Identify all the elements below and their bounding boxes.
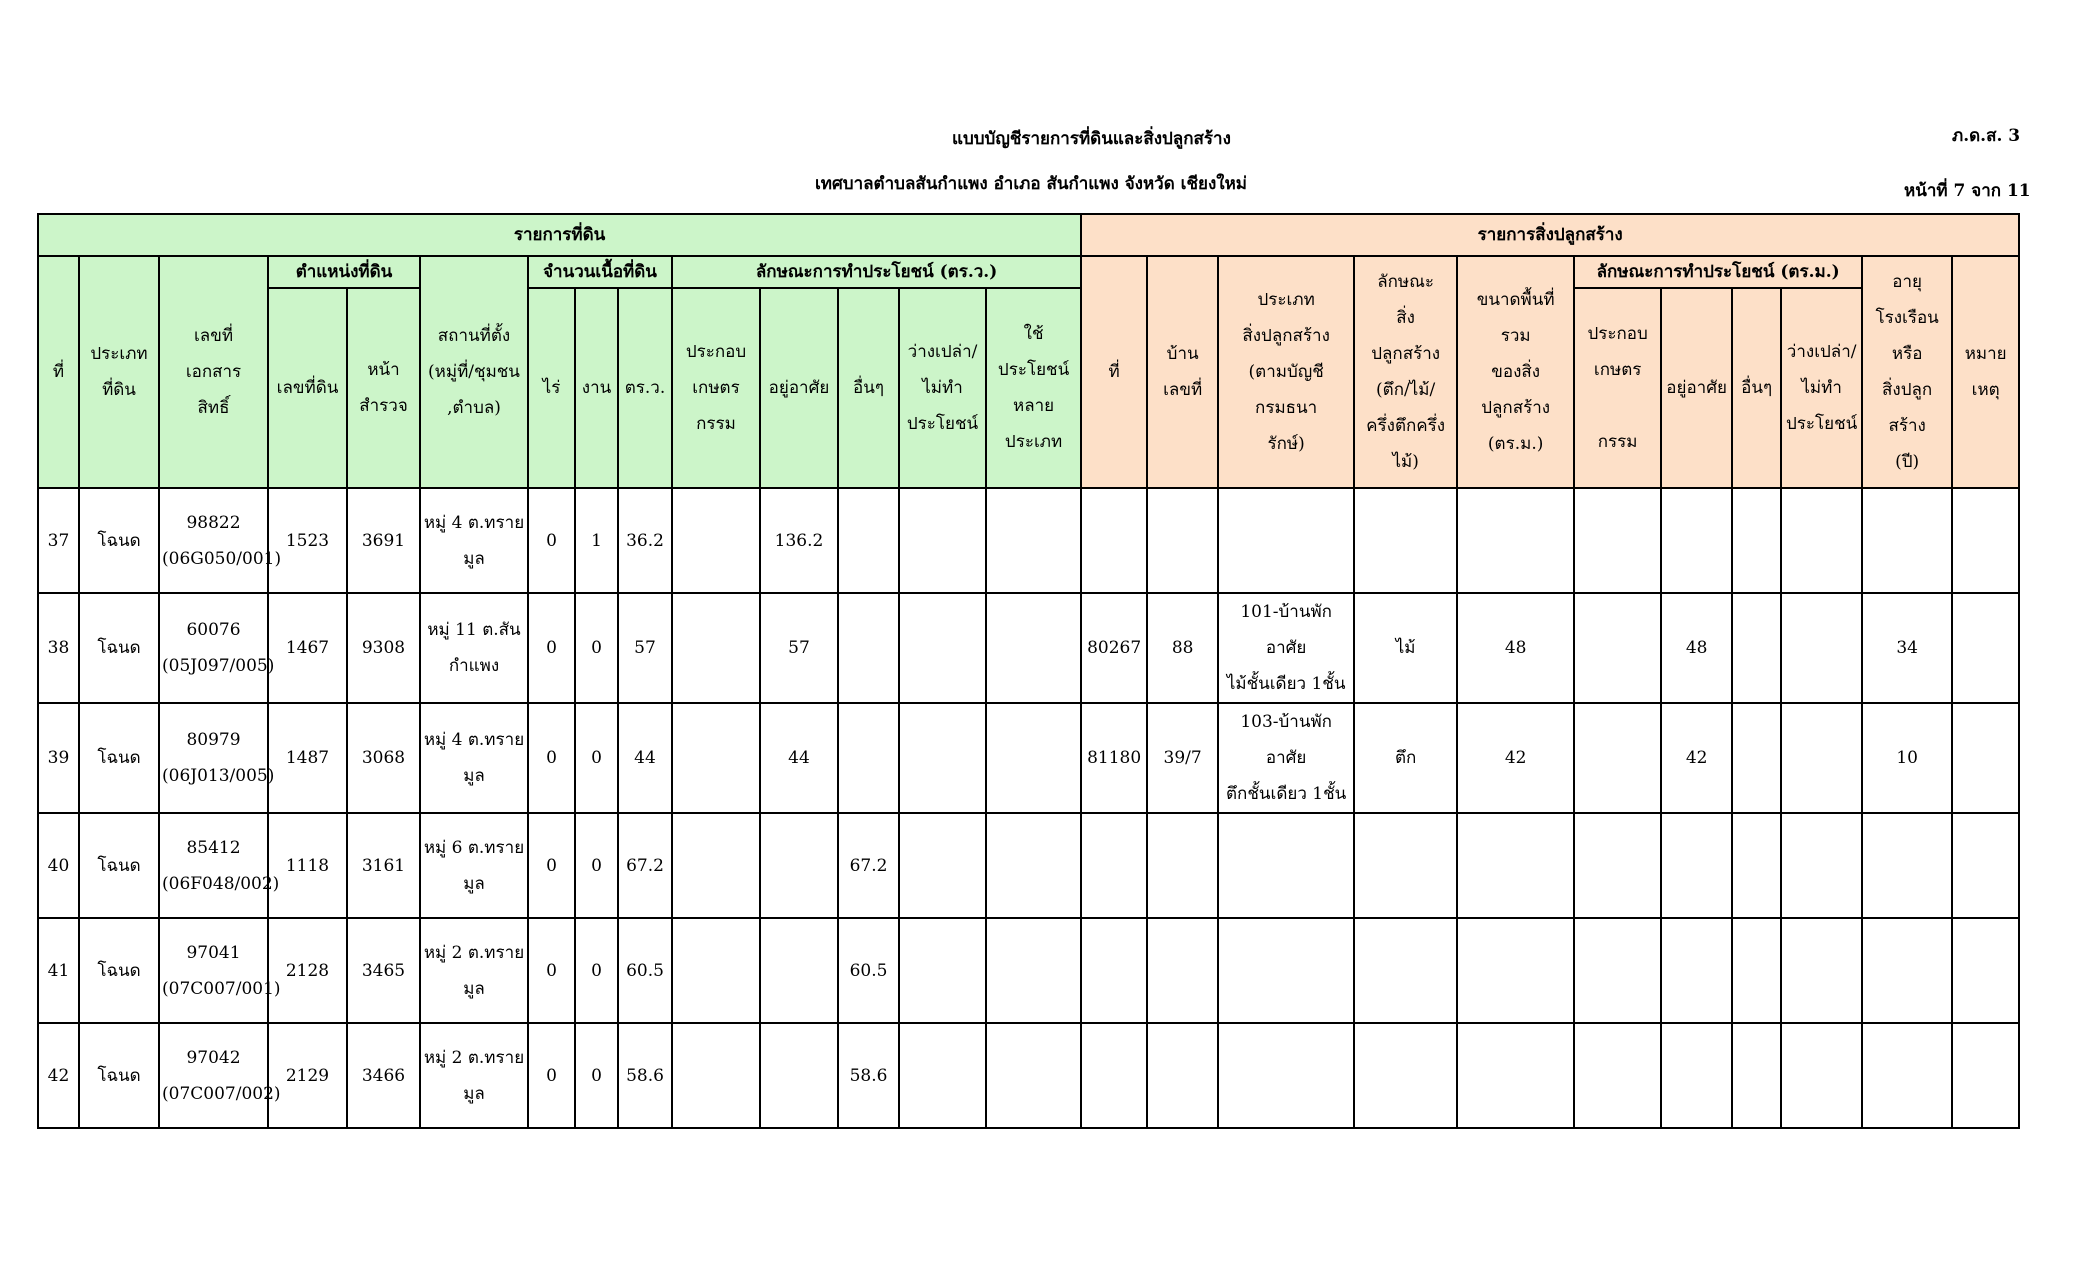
cell-agri — [672, 918, 760, 1023]
cell-sq-wa: 57 — [618, 593, 672, 703]
form-code: ภ.ด.ส. 3 — [1952, 126, 2021, 146]
cell-other — [838, 488, 899, 593]
col-b-agri: ประกอบ เกษตร กรรม — [1574, 288, 1661, 488]
cell-b-no — [1081, 488, 1147, 593]
cell-remark — [1952, 488, 2019, 593]
cell-b-agri — [1574, 593, 1661, 703]
cell-agri — [672, 703, 760, 813]
cell-b-type: 101-บ้านพักอาศัย ไม้ชั้นเดียว 1ชั้น — [1218, 593, 1354, 703]
cell-b-residence: 42 — [1661, 703, 1732, 813]
cell-doc-no: 97042 (07C007/002) — [159, 1023, 268, 1128]
group-land-usage: ลักษณะการทำประโยชน์ (ตร.ว.) — [672, 256, 1081, 288]
cell-b-residence — [1661, 1023, 1732, 1128]
cell-b-type — [1218, 1023, 1354, 1128]
cell-b-agri — [1574, 1023, 1661, 1128]
cell-b-agri — [1574, 813, 1661, 918]
col-location: สถานที่ตั้ง (หมู่ที่/ชุมชน ,ตำบล) — [420, 256, 528, 488]
cell-b-vacant — [1781, 488, 1862, 593]
cell-parcel-no: 2128 — [268, 918, 347, 1023]
cell-doc-no: 60076 (05J097/005) — [159, 593, 268, 703]
cell-b-age: 10 — [1862, 703, 1952, 813]
cell-doc-no: 97041 (07C007/001) — [159, 918, 268, 1023]
cell-house-no — [1147, 918, 1218, 1023]
col-remark: หมาย เหตุ — [1952, 256, 2019, 488]
cell-no: 38 — [38, 593, 79, 703]
cell-b-residence — [1661, 813, 1732, 918]
cell-b-residence — [1661, 918, 1732, 1023]
document-subtitle: เทศบาลตำบลสันกำแพง อำเภอ สันกำแพง จังหวัด เชียงใหม่ — [815, 174, 1247, 194]
cell-remark — [1952, 703, 2019, 813]
cell-b-area — [1457, 488, 1574, 593]
cell-house-no: 39/7 — [1147, 703, 1218, 813]
cell-residence — [760, 1023, 838, 1128]
cell-no: 41 — [38, 918, 79, 1023]
cell-other: 60.5 — [838, 918, 899, 1023]
cell-b-age: 34 — [1862, 593, 1952, 703]
col-b-residence: อยู่อาศัย — [1661, 288, 1732, 488]
cell-parcel-no: 1118 — [268, 813, 347, 918]
cell-rai: 0 — [528, 918, 575, 1023]
cell-b-type — [1218, 918, 1354, 1023]
cell-b-nature — [1354, 1023, 1457, 1128]
cell-remark — [1952, 813, 2019, 918]
cell-survey-page: 9308 — [347, 593, 420, 703]
cell-b-vacant — [1781, 813, 1862, 918]
cell-survey-page: 3161 — [347, 813, 420, 918]
cell-b-no — [1081, 813, 1147, 918]
cell-b-area: 48 — [1457, 593, 1574, 703]
col-ngan: งาน — [575, 288, 618, 488]
cell-agri — [672, 593, 760, 703]
cell-b-nature: ไม้ — [1354, 593, 1457, 703]
cell-sq-wa: 67.2 — [618, 813, 672, 918]
cell-location: หมู่ 2 ต.ทราย มูล — [420, 918, 528, 1023]
cell-b-vacant — [1781, 1023, 1862, 1128]
col-doc-no: เลขที่ เอกสาร สิทธิ์ — [159, 256, 268, 488]
section-land: รายการที่ดิน — [38, 214, 1081, 256]
cell-mixed — [986, 918, 1081, 1023]
cell-b-area: 42 — [1457, 703, 1574, 813]
col-b-other: อื่นๆ — [1732, 288, 1781, 488]
cell-no: 40 — [38, 813, 79, 918]
cell-survey-page: 3465 — [347, 918, 420, 1023]
col-mixed: ใช้ ประโยชน์ หลาย ประเภท — [986, 288, 1081, 488]
cell-b-agri — [1574, 918, 1661, 1023]
cell-land-type: โฉนด — [79, 703, 159, 813]
col-no: ที่ — [38, 256, 79, 488]
cell-house-no — [1147, 488, 1218, 593]
cell-b-other — [1732, 1023, 1781, 1128]
cell-remark — [1952, 593, 2019, 703]
cell-residence — [760, 813, 838, 918]
cell-location: หมู่ 4 ต.ทราย มูล — [420, 488, 528, 593]
cell-b-vacant — [1781, 593, 1862, 703]
cell-b-other — [1732, 918, 1781, 1023]
cell-other: 67.2 — [838, 813, 899, 918]
cell-b-other — [1732, 488, 1781, 593]
col-b-area: ขนาดพื้นที่ รวม ของสิ่ง ปลูกสร้าง (ตร.ม.) — [1457, 256, 1574, 488]
col-b-vacant: ว่างเปล่า/ ไม่ทำ ประโยชน์ — [1781, 288, 1862, 488]
cell-ngan: 1 — [575, 488, 618, 593]
cell-b-vacant — [1781, 703, 1862, 813]
cell-location: หมู่ 6 ต.ทราย มูล — [420, 813, 528, 918]
cell-b-residence — [1661, 488, 1732, 593]
cell-b-agri — [1574, 703, 1661, 813]
cell-land-type: โฉนด — [79, 1023, 159, 1128]
col-other: อื่นๆ — [838, 288, 899, 488]
cell-rai: 0 — [528, 488, 575, 593]
cell-b-nature — [1354, 918, 1457, 1023]
cell-b-residence: 48 — [1661, 593, 1732, 703]
cell-rai: 0 — [528, 703, 575, 813]
cell-other: 58.6 — [838, 1023, 899, 1128]
cell-vacant — [899, 1023, 986, 1128]
cell-b-age — [1862, 1023, 1952, 1128]
cell-agri — [672, 1023, 760, 1128]
cell-residence: 136.2 — [760, 488, 838, 593]
cell-ngan: 0 — [575, 918, 618, 1023]
table-row — [38, 1023, 2019, 1128]
cell-land-type: โฉนด — [79, 813, 159, 918]
section-building: รายการสิ่งปลูกสร้าง — [1081, 214, 2019, 256]
col-vacant: ว่างเปล่า/ ไม่ทำ ประโยชน์ — [899, 288, 986, 488]
cell-b-age — [1862, 813, 1952, 918]
cell-survey-page: 3466 — [347, 1023, 420, 1128]
cell-parcel-no: 1467 — [268, 593, 347, 703]
cell-mixed — [986, 813, 1081, 918]
cell-rai: 0 — [528, 593, 575, 703]
cell-ngan: 0 — [575, 813, 618, 918]
cell-land-type: โฉนด — [79, 488, 159, 593]
group-land-area: จำนวนเนื้อที่ดิน — [528, 256, 672, 288]
cell-b-type — [1218, 813, 1354, 918]
cell-rai: 0 — [528, 813, 575, 918]
cell-vacant — [899, 593, 986, 703]
cell-b-no — [1081, 918, 1147, 1023]
cell-rai: 0 — [528, 1023, 575, 1128]
cell-parcel-no: 1487 — [268, 703, 347, 813]
cell-parcel-no: 2129 — [268, 1023, 347, 1128]
table-row — [38, 703, 2019, 813]
cell-location: หมู่ 2 ต.ทราย มูล — [420, 1023, 528, 1128]
cell-sq-wa: 44 — [618, 703, 672, 813]
col-sq-wa: ตร.ว. — [618, 288, 672, 488]
table-row — [38, 918, 2019, 1023]
document-title: แบบบัญชีรายการที่ดินและสิ่งปลูกสร้าง — [952, 129, 1231, 149]
cell-house-no — [1147, 813, 1218, 918]
cell-b-age — [1862, 918, 1952, 1023]
cell-mixed — [986, 703, 1081, 813]
cell-land-type: โฉนด — [79, 918, 159, 1023]
cell-doc-no: 85412 (06F048/002) — [159, 813, 268, 918]
cell-b-other — [1732, 593, 1781, 703]
cell-b-area — [1457, 1023, 1574, 1128]
cell-location: หมู่ 4 ต.ทราย มูล — [420, 703, 528, 813]
cell-ngan: 0 — [575, 593, 618, 703]
col-agri: ประกอบ เกษตร กรรม — [672, 288, 760, 488]
cell-no: 39 — [38, 703, 79, 813]
cell-b-other — [1732, 813, 1781, 918]
group-building-usage: ลักษณะการทำประโยชน์ (ตร.ม.) — [1574, 256, 1862, 288]
table-row — [38, 488, 2019, 593]
col-land-type: ประเภท ที่ดิน — [79, 256, 159, 488]
cell-sq-wa: 60.5 — [618, 918, 672, 1023]
cell-sq-wa: 36.2 — [618, 488, 672, 593]
cell-b-vacant — [1781, 918, 1862, 1023]
cell-b-type: 103-บ้านพักอาศัย ตึกชั้นเดียว 1ชั้น — [1218, 703, 1354, 813]
cell-b-area — [1457, 813, 1574, 918]
col-house-no: บ้าน เลขที่ — [1147, 256, 1218, 488]
cell-survey-page: 3691 — [347, 488, 420, 593]
cell-b-nature — [1354, 488, 1457, 593]
cell-b-age — [1862, 488, 1952, 593]
cell-vacant — [899, 703, 986, 813]
cell-b-nature: ตึก — [1354, 703, 1457, 813]
group-land-position: ตำแหน่งที่ดิน — [268, 256, 420, 288]
cell-b-type — [1218, 488, 1354, 593]
cell-vacant — [899, 488, 986, 593]
cell-residence: 44 — [760, 703, 838, 813]
cell-b-no: 80267 — [1081, 593, 1147, 703]
cell-location: หมู่ 11 ต.สัน กำแพง — [420, 593, 528, 703]
cell-ngan: 0 — [575, 1023, 618, 1128]
col-parcel-no: เลขที่ดิน — [268, 288, 347, 488]
cell-sq-wa: 58.6 — [618, 1023, 672, 1128]
col-b-age: อายุ โรงเรือน หรือ สิ่งปลูก สร้าง (ปี) — [1862, 256, 1952, 488]
cell-agri — [672, 813, 760, 918]
cell-residence — [760, 918, 838, 1023]
cell-doc-no: 80979 (06J013/005) — [159, 703, 268, 813]
cell-b-agri — [1574, 488, 1661, 593]
page-number: หน้าที่ 7 จาก 11 — [1904, 181, 2031, 201]
cell-mixed — [986, 488, 1081, 593]
col-residence: อยู่อาศัย — [760, 288, 838, 488]
cell-b-no — [1081, 1023, 1147, 1128]
cell-parcel-no: 1523 — [268, 488, 347, 593]
cell-no: 42 — [38, 1023, 79, 1128]
cell-doc-no: 98822 (06G050/001) — [159, 488, 268, 593]
cell-b-area — [1457, 918, 1574, 1023]
cell-mixed — [986, 1023, 1081, 1128]
col-b-no: ที่ — [1081, 256, 1147, 488]
col-b-type: ประเภท สิ่งปลูกสร้าง (ตามบัญชี กรมธนา รักษ์) — [1218, 256, 1354, 488]
cell-survey-page: 3068 — [347, 703, 420, 813]
cell-other — [838, 703, 899, 813]
cell-land-type: โฉนด — [79, 593, 159, 703]
cell-b-no: 81180 — [1081, 703, 1147, 813]
cell-ngan: 0 — [575, 703, 618, 813]
land-building-table — [37, 213, 2020, 1129]
table-row — [38, 813, 2019, 918]
col-survey-page: หน้า สำรวจ — [347, 288, 420, 488]
cell-house-no: 88 — [1147, 593, 1218, 703]
cell-agri — [672, 488, 760, 593]
cell-vacant — [899, 813, 986, 918]
cell-house-no — [1147, 1023, 1218, 1128]
cell-remark — [1952, 1023, 2019, 1128]
cell-residence: 57 — [760, 593, 838, 703]
cell-no: 37 — [38, 488, 79, 593]
col-b-nature: ลักษณะ สิ่ง ปลูกสร้าง (ตึก/ไม้/ ครึ่งตึกครึ่ง ไม้) — [1354, 256, 1457, 488]
table-row — [38, 593, 2019, 703]
cell-vacant — [899, 918, 986, 1023]
cell-b-nature — [1354, 813, 1457, 918]
cell-other — [838, 593, 899, 703]
cell-remark — [1952, 918, 2019, 1023]
col-rai: ไร่ — [528, 288, 575, 488]
cell-b-other — [1732, 703, 1781, 813]
cell-mixed — [986, 593, 1081, 703]
